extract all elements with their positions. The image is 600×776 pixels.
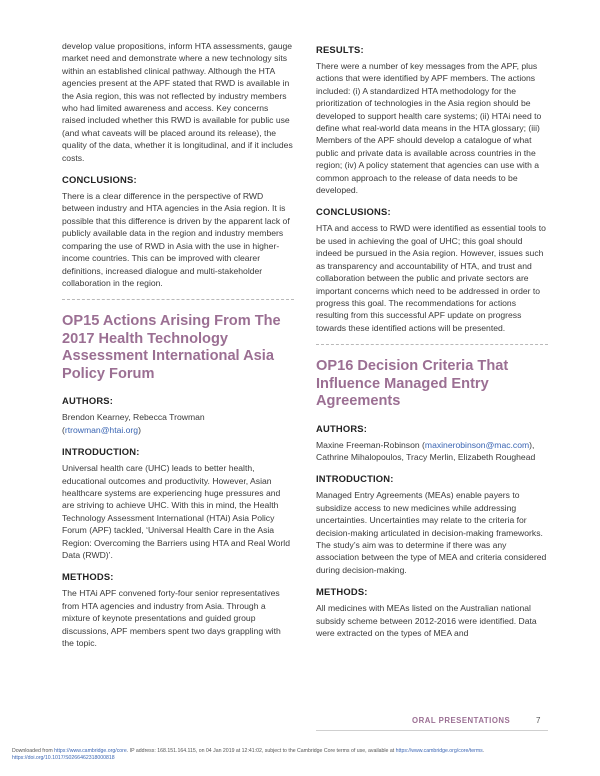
intro-continuation: develop value propositions, inform HTA assessments, gauge market need and demonstrate where a new technology sits within an established clinical pathway. Although the HTA agencies present at the APF stated that RWD is available in the Asia region, this was not reflected by industry members who had limited awareness and access. Key concerns raised included whether this RWD is available for public use (and what caveats will be placed around its release), the quality of the data, whether it is longitudinal, and if it includes costs.	[62, 41, 293, 163]
op15-authors-heading: AUTHORS:	[62, 395, 114, 407]
op16-email-link[interactable]: maxinerobinson@mac.com	[424, 439, 530, 450]
op16-introduction-heading: INTRODUCTION:	[316, 473, 394, 485]
conclusions-text-right: HTA and access to RWD were identified as essential tools to be used in achieving the goal of UHC; this goal should indeed be pursued in the Asia region. However, issues such as transparency and accountability of HTA, and trust and collaboration between the public and private sectors are important concerns which need to be addressed in order to progress this goal. The recommendations for actions resulting from this successful APF update on progress towards these identified actions will be presented.	[316, 223, 546, 333]
op15-introduction-text: Universal health care (UHC) leads to better health, educational outcomes and productivity. However, Asian healthcare systems are experiencing huge pressures and are striving to achieve UHC. With this in mind, the Health Technology Assessment International (HTAi) Asia Policy Forum (APF) tackled, ‘Universal Health Care in the Asia Region: Overcoming the Barriers using HTA and Real World Data (RWD)’.	[62, 463, 290, 560]
page-number: 7	[536, 716, 541, 725]
download-note: Downloaded from https://www.cambridge.org/core. IP address: 168.151.164.115, on 04 Jan 2019 at 12:41:02, subject to the Cambridge Core terms of use, available at https://www.cambridge.org/core/terms. https://doi.org/10.1017/S0266462318000818	[12, 748, 485, 762]
conclusions-text: There is a clear difference in the perspective of RWD between industry and HTA agencies in the Asia region. It is possible that this difference is driven by the apparent lack of publicly available data in the region and industry members comparing the use of RWD in Asia with the use in higher-income countries. This can be improved with clearer definitions, increased dialogue and multi-stakeholder collaboration in the region.	[62, 191, 290, 288]
op15-introduction-heading: INTRODUCTION:	[62, 446, 140, 458]
op16-methods-text: All medicines with MEAs listed on the Australian national subsidy scheme between 2012-2016 were identified. Data were extracted on the types of MEA and	[316, 603, 537, 639]
op15-author-names: Brendon Kearney, Rebecca Trowman	[62, 412, 205, 423]
op15-methods-text: The HTAi APF convened forty-four senior representatives from HTA agencies and industry from Asia. Through a mixture of keynote presentations and guided group discussions, APF members spent two days grappling with the topic.	[62, 588, 281, 648]
section-divider	[316, 344, 548, 345]
op16-authors: Maxine Freeman-Robinson (maxinerobinson@mac.com), Cathrine Mihalopoulos, Tracy Merlin, Elizabeth Roughead	[316, 439, 536, 463]
conclusions-heading: CONCLUSIONS:	[62, 174, 137, 186]
op16-other-authors: Cathrine Mihalopoulos, Tracy Merlin, Elizabeth Roughead	[316, 452, 536, 463]
download-prefix: Downloaded from	[12, 748, 53, 754]
conclusions-heading-right: CONCLUSIONS:	[316, 206, 391, 218]
op16-methods-heading: METHODS:	[316, 586, 368, 598]
op15-email-link[interactable]: rtrowman@htai.org	[64, 424, 139, 435]
op15-authors: Brendon Kearney, Rebecca Trowman (rtrowman@htai.org)	[62, 412, 205, 435]
download-mid: . IP address: 168.151.164.115, on 04 Jan 2019 at 12:41:02, subject to the Cambridge Core terms of use, available at	[126, 748, 395, 754]
op16-first-author: Maxine Freeman-Robinson	[316, 439, 420, 450]
section-divider	[62, 299, 294, 300]
op16-title: OP16 Decision Criteria That Influence Managed Entry Agreements	[316, 358, 509, 410]
results-heading: RESULTS:	[316, 44, 364, 55]
doi-link[interactable]: https://doi.org/10.1017/S0266462318000818	[12, 755, 115, 762]
op15-methods-heading: METHODS:	[62, 571, 114, 583]
right-column	[316, 40, 548, 650]
op15-title: OP15 Actions Arising From The 2017 Health Technology Assessment International Asia Policy Forum	[62, 313, 281, 382]
left-column	[62, 40, 294, 659]
footer-rule	[316, 730, 548, 731]
results-text: There were a number of key messages from the APF, plus actions that were identified by APF members. The actions included: (i) A standardized HTA methodology for the prioritization of technologies in the Asia region should be developed to support health care systems; (ii) HTAi need to define what real-world data means in the HTA glossary; (iii) Members of the APF should develop a catalogue of what public and private data is available across countries in the region; (iv) A policy statement that agencies can use with a common approach to the release of data needs to be developed.	[316, 61, 542, 196]
op16-authors-heading: AUTHORS:	[316, 422, 368, 434]
terms-link[interactable]: https://www.cambridge.org/core/terms	[395, 748, 483, 754]
footer-section-label: ORAL PRESENTATIONS	[412, 716, 511, 725]
op16-introduction-text: Managed Entry Agreements (MEAs) enable payers to subsidize access to new medicines while addressing uncertainties. Uncertainties may relate to the criteria for decision-making articulated in decision-making frameworks. The study’s aim was to determine if there was any association between the type of MEA and criteria considered during decision-making.	[316, 490, 547, 575]
download-link[interactable]: https://www.cambridge.org/core	[54, 748, 127, 754]
